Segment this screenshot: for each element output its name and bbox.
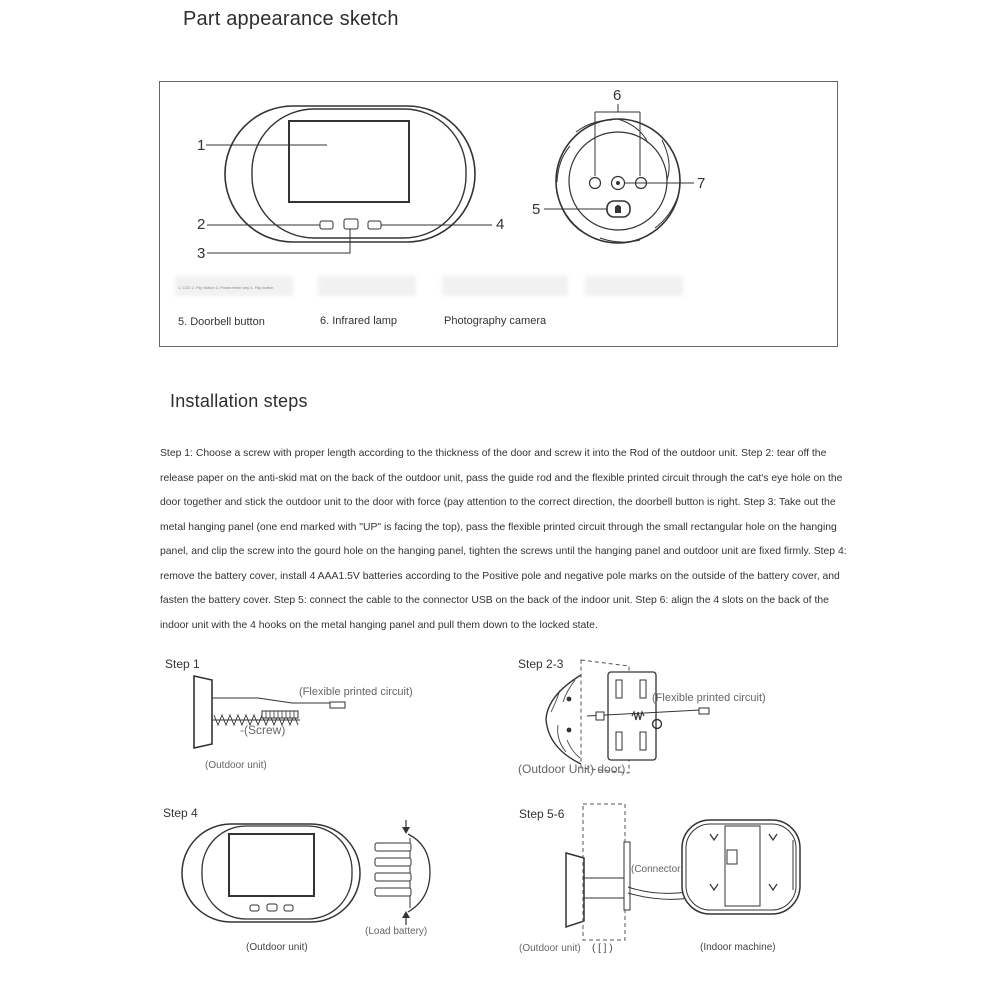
tiny-legend: 1. LCD 2. Flip button 3. Power/enter key 4. Flip button [178,285,274,290]
callout-1: 1 [197,137,206,154]
installation-title: Installation steps [170,391,308,411]
step56-connector-caption: (Connector [631,864,681,875]
callout-4: 4 [496,216,505,233]
legend-camera: Photography camera [444,315,547,327]
step56-unit-caption: (Outdoor unit) [519,943,581,954]
step1-label: Step 1 [165,657,200,671]
step4-unit-caption: (Outdoor unit) [246,942,308,953]
sketch-title: Part appearance sketch [183,8,399,30]
step56-indoor-caption: (Indoor machine) [700,942,776,953]
legend-infrared: 6. Infrared lamp [320,315,398,327]
step1-fpc-caption: (Flexible printed circuit) [299,686,413,698]
installation-body: Step 1: Choose a screw with proper length according to the thickness of the door and screw it into the Rod of the outdoor unit. Step 2: tear off the release paper on the anti-skid mat on the back of the outdoor unit, pass the guide rod and the flexible printed circuit through the cat's eye hole on the door together and stick the outdoor unit to the door with force (pay attention to the correct direction, the doorbell button is right. Step 3: Take out the metal hanging panel (one end marked with "UP" is facing the top), pass the flexible printed circuit through the small rectangular hole on the hanging panel, and clip the screw into the gourd hole on the hanging panel, tighten the screws until the hanging panel and outdoor unit are fixed firmly. Step 4: remove the battery cover, install 4 AAA1.5V batteries according to the Positive pole and negative pole marks on the outside of the battery cover, and fasten the battery cover. Step 5: connect the cable to the connector USB on the back of the indoor unit. Step 6: align the 4 slots on the back of the indoor unit with the 4 hooks on the metal hanging panel and pull them down to the locked state. [160,448,847,631]
step4-label: Step 4 [163,806,198,820]
step1-screw-caption: -(Screw) [240,723,286,737]
step4-battery-caption: (Load battery) [365,926,428,937]
step1-unit-caption: (Outdoor unit) [205,760,267,771]
callout-5: 5 [532,201,541,218]
callout-2: 2 [197,216,206,233]
step23-fpc-caption: (Flexible printed circuit) [652,692,766,704]
callout-7: 7 [697,175,706,192]
legend-doorbell: 5. Doorbell button [178,316,265,328]
step56-door-caption: ( [ ] ) [592,943,613,954]
callout-3: 3 [197,245,206,262]
step23-label: Step 2-3 [518,657,564,671]
step23-unit-caption: (Outdoor Unit) door) [518,762,626,776]
callout-6: 6 [613,87,622,104]
step56-label: Step 5-6 [519,807,565,821]
